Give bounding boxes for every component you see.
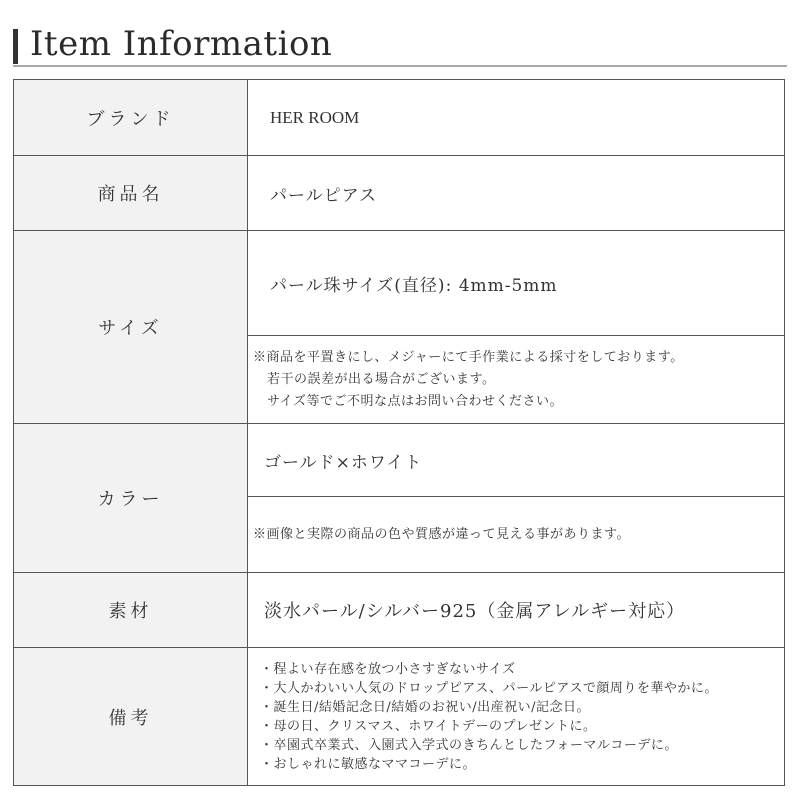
brand-value: HER ROOM — [270, 107, 360, 127]
table-row-remarks — [14, 647, 784, 785]
list-item: ・大人かわいい人気のドロップピアス、パールピアスで顔周りを華やかに。 — [260, 680, 718, 696]
material-value: 淡水パール/シルバー925（金属アレルギー対応） — [264, 601, 686, 622]
product-name-value-cell — [248, 156, 784, 230]
list-item: ・誕生日/結婚記念日/結婚のお祝い/出産祝い/記念日。 — [260, 699, 591, 715]
section-header — [0, 0, 800, 70]
color-note-cell — [248, 496, 784, 572]
list-item: ・おしゃれに敏感なママコーデに。 — [260, 756, 477, 772]
list-item: ・卒園式卒業式、入園式入学式のきちんとしたフォーマルコーデに。 — [260, 737, 678, 753]
brand-value-cell — [248, 80, 784, 155]
table-row-color — [14, 423, 784, 572]
product-name-cell — [248, 156, 784, 230]
color-value: ゴールド×ホワイト — [264, 452, 423, 473]
product-name-value: パールピアス — [270, 185, 377, 206]
color-label: カラー — [14, 424, 248, 572]
remarks-list — [248, 660, 718, 774]
size-label: サイズ — [14, 231, 248, 423]
size-note-line: サイズ等でご不明な点はお問い合わせください。 — [267, 393, 563, 409]
header-accent-bar — [13, 29, 18, 64]
size-note — [248, 347, 684, 413]
item-info-table — [13, 79, 785, 786]
size-note-cell — [248, 335, 784, 423]
material-value-cell — [248, 573, 784, 647]
header-divider — [13, 65, 787, 67]
brand-label: ブランド — [14, 80, 248, 155]
list-item: ・母の日、クリスマス、ホワイトデーのプレゼントに。 — [260, 718, 597, 734]
page-title: Item Information — [30, 24, 333, 64]
table-row-product-name — [14, 155, 784, 230]
remarks-value-cell — [248, 648, 784, 785]
table-row-material — [14, 572, 784, 647]
material-label: 素材 — [14, 573, 248, 647]
list-item: ・程よい存在感を放つ小さすぎないサイズ — [260, 661, 516, 677]
color-main-cell — [248, 424, 784, 496]
color-note: ※画像と実際の商品の色や質感が違って見える事があります。 — [253, 526, 630, 542]
size-note-line: ※商品を平置きにし、メジャーにて手作業による採寸をしております。 — [253, 349, 684, 365]
material-cell — [248, 573, 784, 647]
product-name-label: 商品名 — [14, 156, 248, 230]
remarks-label: 備考 — [14, 648, 248, 785]
color-value-cell — [248, 424, 784, 572]
brand-cell — [248, 80, 784, 155]
size-value: パール珠サイズ(直径): 4mm-5mm — [270, 275, 558, 296]
remarks-cell — [248, 648, 784, 785]
size-note-line: 若干の誤差が出る場合がございます。 — [267, 371, 496, 387]
size-value-cell — [248, 231, 784, 423]
size-main-cell — [248, 231, 784, 335]
table-row-brand — [14, 80, 784, 155]
table-row-size — [14, 230, 784, 423]
